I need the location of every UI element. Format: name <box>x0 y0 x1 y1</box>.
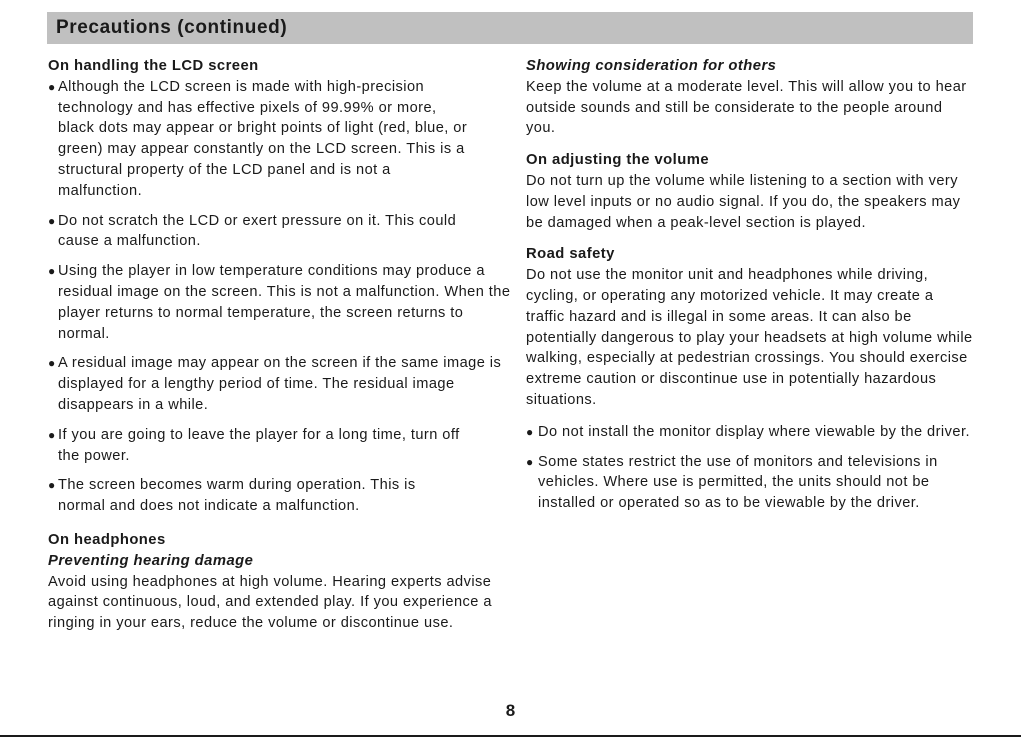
lcd-heading: On handling the LCD screen <box>48 58 259 74</box>
lcd-bullet-text: If you are going to leave the player for a long time, turn off the power. <box>58 426 460 464</box>
lcd-bullet-2 <box>48 211 498 253</box>
bullet-icon: ● <box>526 424 534 439</box>
right-column <box>526 56 976 514</box>
lcd-bullet-4 <box>48 353 508 415</box>
hearing-subheading: Preventing hearing damage <box>48 552 254 569</box>
volume-heading: On adjusting the volume <box>526 152 709 169</box>
road-bullet-text: Some states restrict the use of monitors and televisions in vehicles. Where use is permitted, the units should not be installed or operated so as to be viewable by the driver. <box>538 453 938 512</box>
lcd-bullet-6 <box>48 475 458 517</box>
bullet-icon: ● <box>526 454 534 469</box>
road-bullet-1 <box>526 422 976 443</box>
headphones-heading: On headphones <box>48 531 166 548</box>
bullet-icon: ● <box>48 427 56 442</box>
lcd-bullet-3 <box>48 261 513 344</box>
lcd-bullet-text: A residual image may appear on the screen if the same image is displayed for a lengthy period of time. The residual image disappears in a while. <box>58 355 502 413</box>
lcd-bullet-text: Do not scratch the LCD or exert pressure on it. This could cause a malfunction. <box>58 212 457 250</box>
page-number: 8 <box>505 701 516 720</box>
road-bullet-text: Do not install the monitor display where viewable by the driver. <box>538 423 970 440</box>
page-title: Precautions (continued) <box>56 17 288 38</box>
bullet-icon: ● <box>48 478 56 493</box>
lcd-bullet-1 <box>48 77 468 202</box>
volume-text: Do not turn up the volume while listening to a section with very low level inputs or no audio signal. If you do, the speakers may be damaged when a peak-level section is played. <box>526 172 961 231</box>
road-safety-heading: Road safety <box>526 246 615 263</box>
hearing-text: Avoid using headphones at high volume. Hearing experts advise against continuous, loud, and extended play. If you experience a ringing in your ears, reduce the volume or discontinue use. <box>48 573 492 632</box>
bullet-icon: ● <box>48 79 56 94</box>
road-safety-text: Do not use the monitor unit and headphones while driving, cycling, or operating any motorized vehicle. It may create a traffic hazard and is illegal in some areas. It can also be potentially dangerous to play your headsets at high volume while walking, especially at pedestrian crossings. You should exercise extreme caution or discontinue use in potentially hazardous situations. <box>526 267 973 408</box>
others-subheading: Showing consideration for others <box>526 58 777 74</box>
bullet-icon: ● <box>48 213 56 228</box>
lcd-bullet-text: Using the player in low temperature conditions may produce a residual image on the screen. This is not a malfunction. When the player returns to normal temperature, the screen returns to normal. <box>58 263 511 342</box>
section-title-bar <box>47 12 973 44</box>
lcd-bullet-text: Although the LCD screen is made with high-precision technology and has effective pixels of 99.99% or more, black dots may appear or bright points of light (red, blue, or green) may appear constantly on the LCD screen. This is a structural property of the LCD panel and is not a malfunction. <box>58 78 468 199</box>
bullet-icon: ● <box>48 356 56 371</box>
bullet-icon: ● <box>48 264 56 279</box>
others-text: Keep the volume at a moderate level. This will allow you to hear outside sounds and still be considerate to the people around you. <box>526 78 967 137</box>
bottom-divider <box>0 735 1021 737</box>
lcd-bullet-5 <box>48 425 478 467</box>
left-column <box>48 56 511 634</box>
lcd-bullet-text: The screen becomes warm during operation. This is normal and does not indicate a malfunction. <box>58 477 416 515</box>
road-bullet-2 <box>526 452 976 514</box>
